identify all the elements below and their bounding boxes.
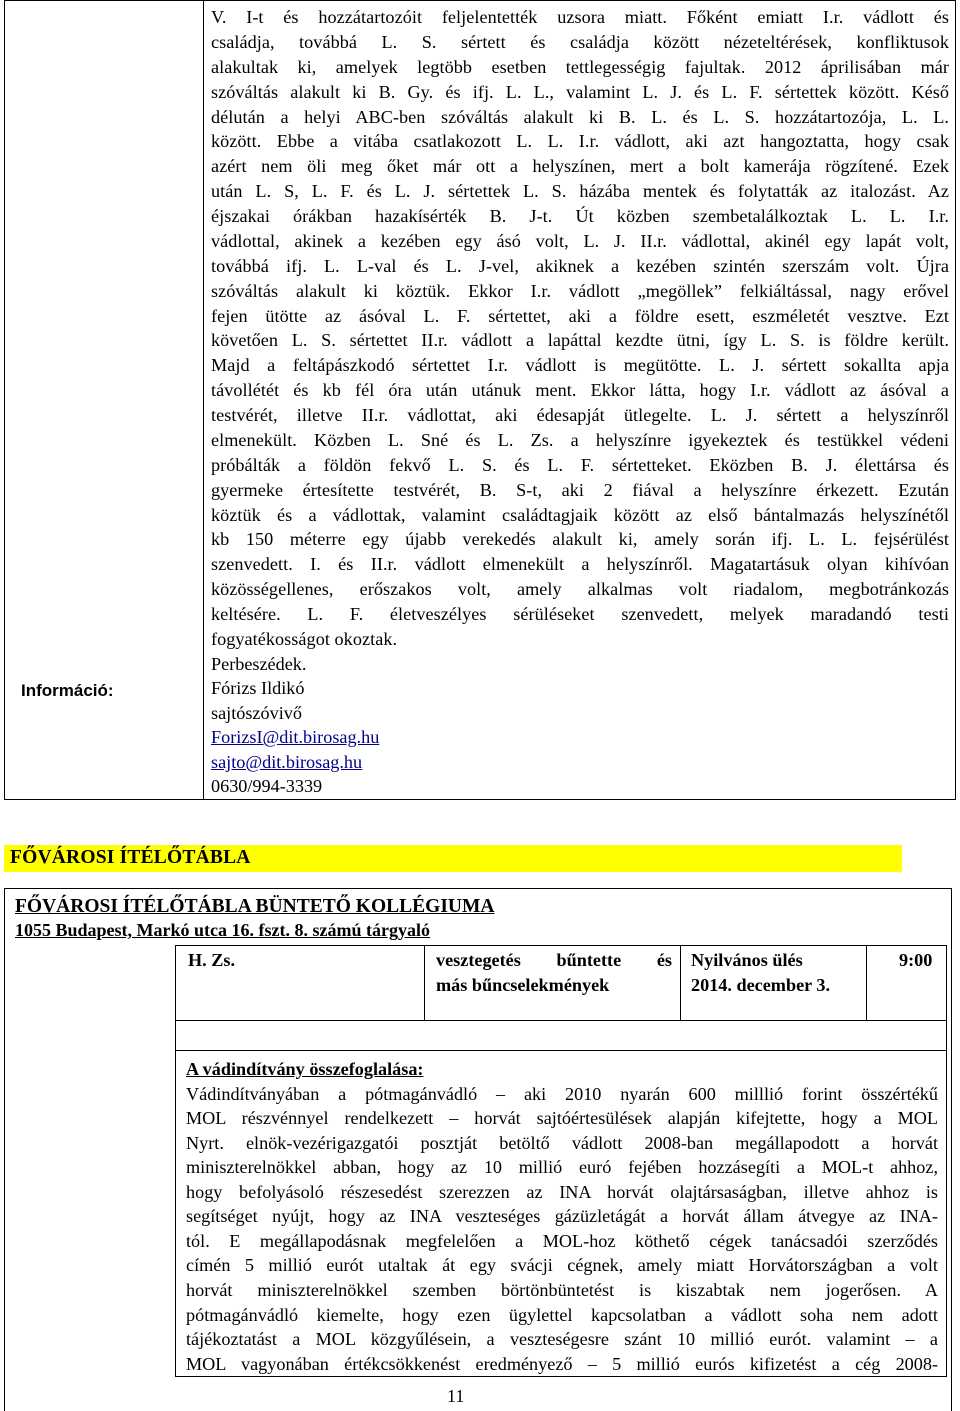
narrative-line: délután a helyi ABC-ben szóváltás alakult ki B. L. és L. S. hozzátartozója, L. L.: [211, 106, 949, 127]
summary-cell: [176, 1051, 947, 1377]
narrative-line: alakultak ki, amelyek legtöbb esetben tettlegességig fajultak. 2012 áprilisában már: [211, 56, 949, 77]
narrative-line: Majd a feltápászkodó sértettet I.r. vádlott is megütötte. L. J. sértett sokallta apja: [211, 355, 949, 376]
narrative-line: szenvedett. I. és II.r. vádlott elmenekült a helyszínről. Magatartásuk olyan kihívóan: [211, 554, 949, 575]
page-number: 11: [447, 1386, 465, 1406]
summary-line: tájékoztatást a MOL közgyűlésein, a veszteségesre szánt 10 millió eurót. valamint – a: [186, 1329, 938, 1350]
summary-line: címén 5 millió eurót utaltak át egy svácji cégnek, amely miatt Horvátországban a volt: [186, 1255, 938, 1276]
narrative-line: követően L. S. sértettet II.r. vádlott a lapáttal kezdte ütni, így L. S. is földre került.: [211, 330, 949, 351]
narrative-line: fejen ütötte az ásóval L. F. sértettet, aki a földre esett, eszméletét vesztve. Ezt: [211, 305, 949, 326]
hearing-type-cell: [681, 946, 867, 1021]
case-row: [176, 946, 947, 1021]
info-content-cell: [204, 1, 956, 800]
narrative-line: szóváltás alakult ki B. Gy. és ifj. L. L., valamint L. J. és L. F. sértettek között. Késő: [211, 81, 949, 102]
summary-line: MOL vagyonában értékcsökkenést eredményező – 5 millió eurós kifizetést a cég 2008-: [186, 1353, 938, 1374]
hearing-block: [4, 888, 952, 1411]
narrative-line: gyermeke értesítette testvérét, B. S-t, aki 2 fiával a helyszínre érkezett. Ezután: [211, 479, 949, 500]
time-cell: [867, 946, 947, 1021]
kollegium-title: FŐVÁROSI ÍTÉLŐTÁBLA BÜNTETŐ KOLLÉGIUMA: [15, 896, 495, 917]
narrative-line: távollétét és kb fél óra után utánuk ment. Ekkor látta, hogy I.r. vádlott az ásóval a: [211, 380, 949, 401]
press-officer-name: Fórizs Ildikó: [211, 678, 305, 699]
hearing-time: 9:00: [899, 950, 933, 970]
case-table: [175, 945, 947, 1377]
narrative-line: próbálták a földön fekvő L. S. és L. F. sértetteket. Eközben B. J. élettársa és: [211, 454, 949, 475]
narrative-line: keltésére. L. F. életveszélyes sérüléseket szenvedett, melyek maradandó testi: [211, 604, 949, 624]
narrative-line: fogyatékosságot okoztak.: [211, 628, 398, 649]
narrative-line: vádlottal, akinek a kezében egy ásó volt, L. J. II.r. vádlottal, akinél egy lapát volt,: [211, 230, 949, 251]
defendant-cell: [176, 946, 425, 1021]
court-header-bar: [4, 845, 902, 872]
summary-line: hogy befolyásoló részesedést szerezzen az INA horvát olajtársaságban, illetve ahhoz is: [186, 1181, 938, 1202]
summary-line: Vádindítványában a pótmagánvádló – aki 2010 nyarán 600 milllió forint összértékű: [186, 1083, 938, 1104]
phone-number: 0630/994-3339: [211, 776, 323, 797]
charge-cell: [425, 946, 681, 1021]
info-label-cell: [5, 1, 204, 800]
summary-line: tól. E megállapodásnak megfelelően a MOL-hoz köthető cégek tanácsadói szerződés: [186, 1230, 938, 1251]
narrative-line: éjszakai órákban hazakísérték B. J-t. Út közben szembetalálkoztak L. L. I.r.: [211, 206, 949, 226]
hearing-address: 1055 Budapest, Markó utca 16. fszt. 8. számú tárgyaló: [15, 920, 430, 940]
narrative-line: kb 150 méterre egy újabb verekedés alakult ki, amely során ifj. L. L. fejsérülést: [211, 529, 949, 550]
narrative-line: közösségellenes, erőszakos volt, amely alkalmas volt riadalom, megbotránkozás: [211, 579, 949, 600]
summary-text: [186, 1082, 938, 1377]
hearing-status: Perbeszédek.: [211, 653, 307, 674]
summary-title: A vádindítvány összefoglalása:: [186, 1059, 424, 1079]
summary-line: segítséget nyújt, hogy az INA veszteséges gázüzletágát a horvát állam átvegye az INA-: [186, 1206, 938, 1227]
narrative-line: között. Ebbe a vitába csatlakozott L. L. I.r. vádlott, aki azt hangoztatta, hogy csak: [211, 131, 949, 152]
narrative-line: családja, továbbá L. S. sértett és családja között nézeteltérések, konfliktusok: [211, 31, 949, 52]
narrative-line: testvérét, illetve II.r. vádlottat, aki édesapját ütlegelte. L. J. sértett a helyszínről: [211, 405, 949, 425]
info-label: Információ:: [21, 681, 114, 700]
narrative-line: továbbá ifj. L. L-val és L. J-vel, akiknek a kezében szintén szerszám volt. Újra: [211, 255, 949, 276]
press-officer-role: sajtószóvivő: [211, 702, 302, 723]
info-table: [4, 0, 956, 800]
email-link-1[interactable]: ForizsI@dit.birosag.hu: [211, 727, 380, 748]
narrative-line: azért nem öli meg őket már ott a helyszínen, mert a bolt kamerája rögzítené. Ezek: [211, 156, 949, 177]
case-narrative: [211, 5, 949, 652]
summary-line: miniszterelnökkel abban, hogy az 10 millió euró fejében hozzásegíti a MOL-t ahhoz,: [186, 1157, 938, 1178]
court-header: FŐVÁROSI ÍTÉLŐTÁBLA: [10, 847, 251, 868]
charge-line-2: más bűncselekmények: [436, 974, 610, 995]
hearing-date: 2014. december 3.: [691, 974, 831, 995]
narrative-line: után L. S, L. F. és L. J. sértettek L. S. házába mentek és folytatták az italozást. Az: [211, 181, 949, 202]
summary-line: horvát miniszterelnökkel szemben börtönbüntetést is kiszabtak nem jogerősen. A: [186, 1279, 938, 1300]
summary-row: [176, 1051, 947, 1377]
charge-line-1: vesztegetés bűntette és: [436, 950, 672, 970]
narrative-line: szóváltás alakult ki köztük. Ekkor I.r. vádlott „megöllek” felkiáltással, nagy erővel: [211, 280, 949, 301]
narrative-line: V. I-t és hozzátartozóit feljelentették uzsora miatt. Főként emiatt I.r. vádlott és: [211, 7, 949, 27]
defendant-name: H. Zs.: [188, 950, 235, 970]
email-link-2[interactable]: sajto@dit.birosag.hu: [211, 751, 363, 772]
summary-line: Nyrt. elnök-vezérigazgatói posztját betöltő vádlott 2008-ban megállapodott a horvát: [186, 1132, 938, 1153]
hearing-type: Nyilvános ülés: [691, 950, 803, 970]
summary-line: pótmagánvádló kiemelte, hogy ezen ügylettel kapcsolatban a vádlott soha nem adott: [186, 1304, 938, 1325]
narrative-line: köztük és a vádlottak, valamint családtagjaik között az első bántalmazás helyszínétől: [211, 504, 949, 525]
narrative-line: elmenekült. Közben L. Sné és L. Zs. a helyszínre igyekeztek és testükkel védeni: [211, 429, 949, 450]
summary-line: MOL részvénnyel rendelkezett – horvát sajtóértesülések alapján kifejtette, hogy a MOL: [186, 1108, 938, 1129]
empty-row: [176, 1021, 947, 1051]
